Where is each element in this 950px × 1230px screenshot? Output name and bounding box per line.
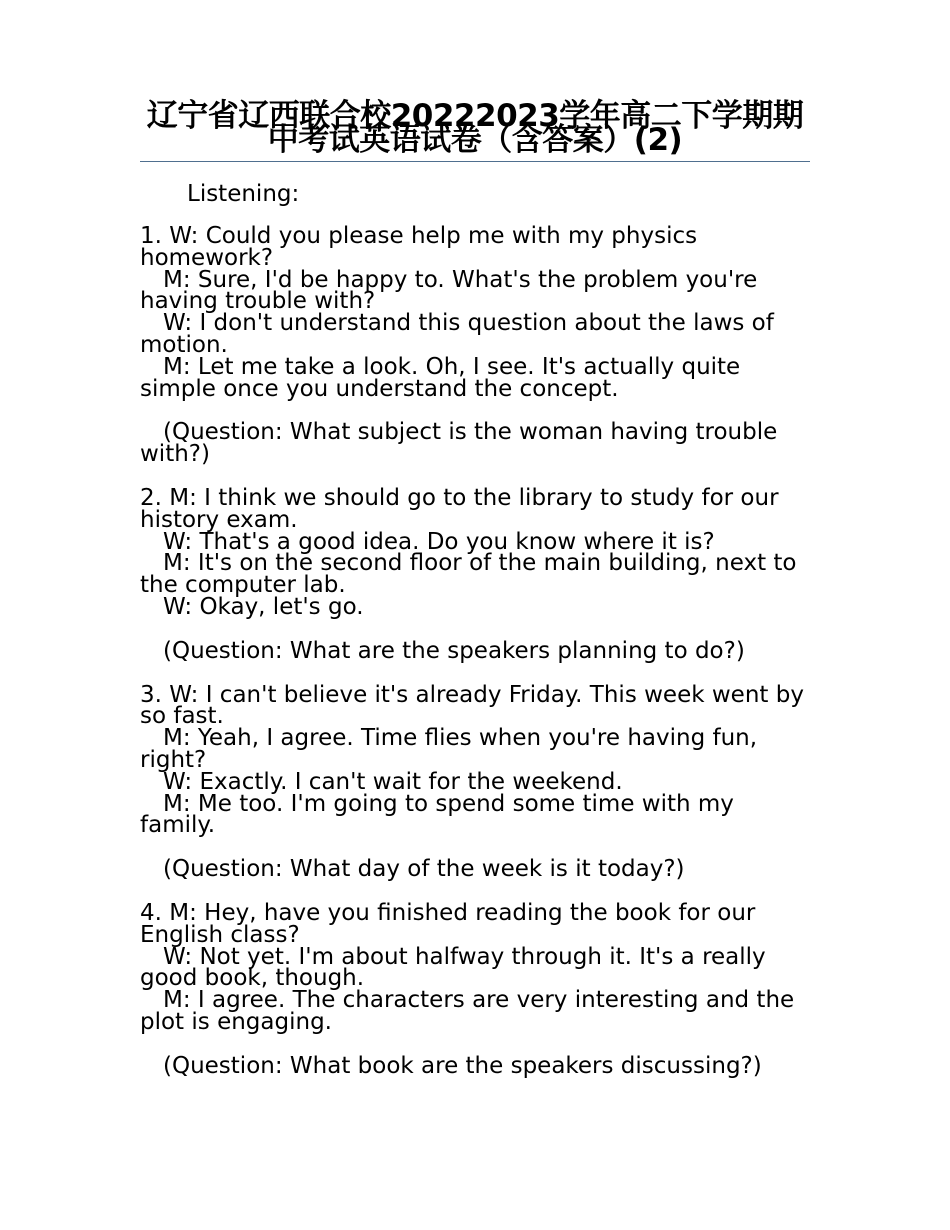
dialogue-line: M: Yeah, I agree. Time flies when you're having fun, right? — [140, 725, 758, 773]
dialogue-4 — [140, 899, 810, 1035]
question-2: (Question: What are the speakers planning to do?) — [163, 637, 745, 664]
dialogue-line: M: I agree. The characters are very interesting and the plot is engaging. — [140, 987, 795, 1035]
question-1: (Question: What subject is the woman having trouble with?) — [140, 419, 778, 468]
dialogue-line: W: Not yet. I'm about halfway through it. It's a really good book, though. — [140, 943, 766, 992]
document-title: 辽宁省辽西联合校20222023学年高二下学期期中考试英语试卷（含答案）(2) — [146, 98, 804, 158]
dialogue-2 — [140, 484, 810, 620]
dialogue-line: W: I don't understand this question about the laws of motion. — [140, 310, 774, 358]
dialogue-line: W: Exactly. I can't wait for the weekend. — [163, 768, 623, 795]
dialogue-1 — [140, 223, 810, 402]
dialogue-line: 4. M: Hey, have you finished reading the book for our English class? — [140, 899, 756, 948]
dialogue-list — [140, 223, 810, 1100]
dialogue-line: M: It's on the second floor of the main building, next to the computer lab. — [140, 550, 797, 599]
dialogue-line: 2. M: I think we should go to the library to study for our history exam. — [140, 484, 779, 533]
dialogue-line: 3. W: I can't believe it's already Friday. This week went by so fast. — [140, 681, 804, 730]
dialogue-line: 1. W: Could you please help me with my physics homework? — [140, 223, 698, 271]
dialogue-3 — [140, 681, 810, 839]
title-underline — [140, 161, 810, 162]
dialogue-line: M: Sure, I'd be happy to. What's the problem you're having trouble with? — [140, 266, 758, 315]
section-label-listening: Listening: — [187, 181, 300, 207]
question-3: (Question: What day of the week is it today?) — [163, 856, 685, 883]
dialogue-line: M: Let me take a look. Oh, I see. It's actually quite simple once you understand the concept. — [140, 353, 741, 402]
question-4: (Question: What book are the speakers discussing?) — [163, 1052, 762, 1079]
dialogue-line: W: Okay, let's go. — [163, 593, 364, 620]
dialogue-line: M: Me too. I'm going to spend some time with my family. — [140, 790, 734, 839]
dialogue-line: W: That's a good idea. Do you know where it is? — [163, 528, 715, 555]
